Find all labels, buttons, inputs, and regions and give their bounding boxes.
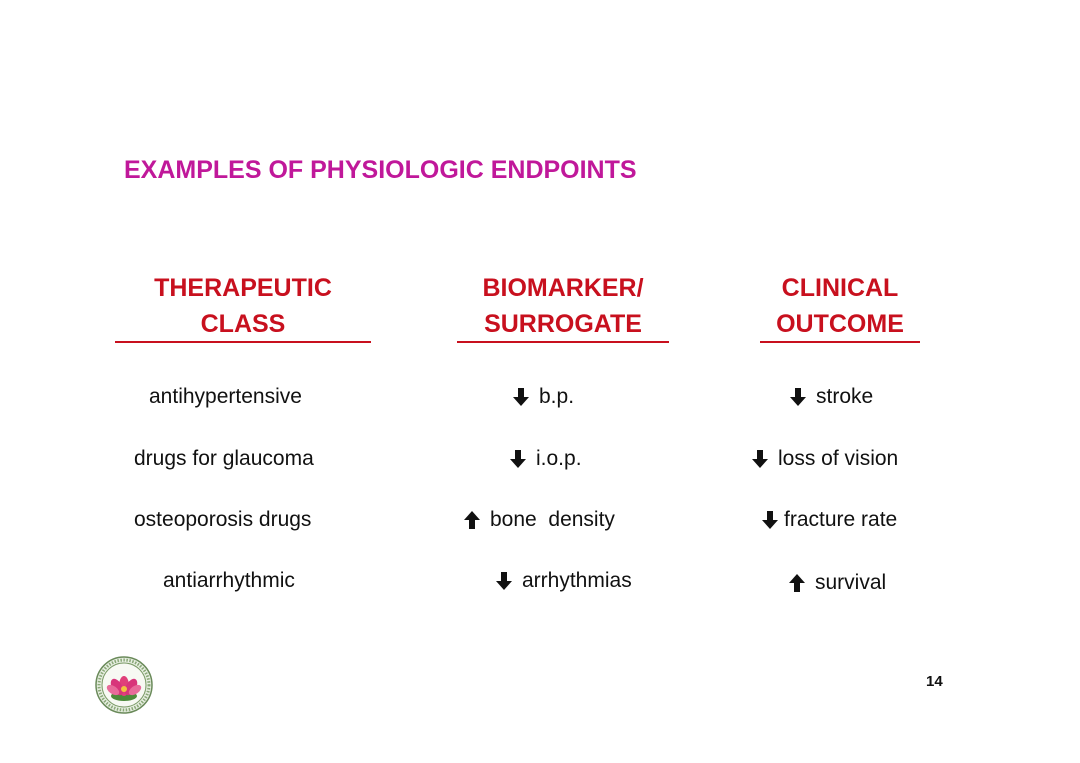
row4-outcome [789, 570, 886, 596]
down-arrow-icon [752, 450, 768, 468]
row4-biomarker [496, 568, 632, 594]
header-therapeutic-class [115, 270, 371, 342]
lotus-seal-icon [95, 656, 153, 714]
row1-biomarker [513, 384, 574, 410]
header-clinical-outcome [760, 270, 920, 342]
header-therapeutic-class-line1: THERAPEUTIC [154, 274, 332, 302]
page-number: 14 [926, 673, 943, 690]
header-biomarker-line1: BIOMARKER/ [482, 274, 644, 302]
row3-biomarker [464, 507, 615, 533]
down-arrow-icon [496, 572, 512, 590]
row4-biomarker-text: arrhythmias [522, 569, 632, 592]
header-biomarker-surrogate [457, 270, 669, 342]
row1-therapeutic-class: antihypertensive [149, 385, 302, 408]
row3-biomarker-text: bone density [490, 508, 615, 531]
row2-biomarker-text: i.o.p. [536, 447, 582, 470]
row3-outcome [762, 507, 897, 533]
row4-therapeutic-class: antiarrhythmic [163, 569, 295, 592]
row2-outcome-text: loss of vision [778, 447, 899, 470]
header-biomarker-line2: SURROGATE [484, 310, 642, 338]
row2-outcome [752, 446, 898, 472]
row3-therapeutic-class: osteoporosis drugs [134, 508, 312, 531]
down-arrow-icon [513, 388, 529, 406]
down-arrow-icon [790, 388, 806, 406]
header-therapeutic-class-line2: CLASS [200, 310, 286, 338]
row1-biomarker-text: b.p. [539, 385, 575, 408]
slide-title: EXAMPLES OF PHYSIOLOGIC ENDPOINTS [124, 156, 637, 184]
header-clinical-line1: CLINICAL [781, 274, 899, 302]
row2-therapeutic-class: drugs for glaucoma [134, 447, 314, 470]
up-arrow-icon [789, 574, 805, 592]
header-rule-clinical [760, 341, 920, 343]
row1-outcome-text: stroke [816, 385, 874, 408]
row4-outcome-text: survival [815, 571, 887, 594]
up-arrow-icon [464, 511, 480, 529]
row1-outcome [790, 384, 873, 410]
header-rule-therapeutic-class [115, 341, 371, 343]
header-clinical-line2: OUTCOME [776, 310, 904, 338]
header-rule-biomarker [457, 341, 669, 343]
down-arrow-icon [762, 511, 778, 529]
row3-outcome-text: fracture rate [784, 508, 898, 531]
down-arrow-icon [510, 450, 526, 468]
row2-biomarker [510, 446, 582, 472]
